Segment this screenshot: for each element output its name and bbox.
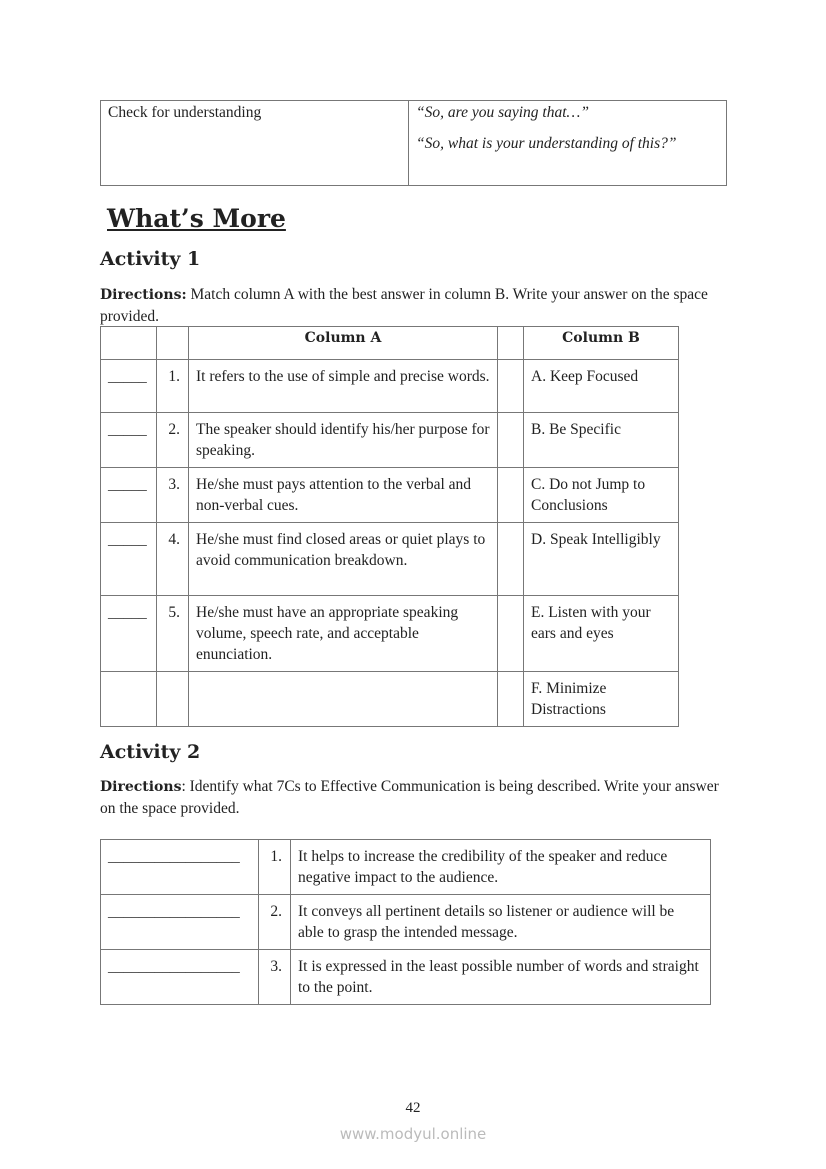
column-a-item: He/she must find closed areas or quiet plays to avoid communication breakdown. — [189, 523, 498, 596]
strategy-cell: Check for understanding — [101, 101, 409, 186]
column-a-item: It refers to the use of simple and precise words. — [189, 360, 498, 413]
example-2: “So, what is your understanding of this?” — [416, 135, 677, 152]
description: It conveys all pertinent details so listener or audience will be able to grasp the intended message. — [291, 895, 711, 950]
activity2-directions — [100, 776, 730, 819]
watermark: www.modyul.online — [339, 1125, 487, 1143]
table-row — [101, 895, 711, 950]
section-title: What’s More — [107, 204, 286, 233]
column-a-item: He/she must pays attention to the verbal and non-verbal cues. — [189, 468, 498, 523]
activity1-title: Activity 1 — [100, 248, 201, 270]
answer-blank[interactable]: _____ — [101, 413, 157, 468]
answer-blank[interactable]: _____ — [101, 596, 157, 672]
column-a-item: The speaker should identify his/her purpose for speaking. — [189, 413, 498, 468]
item-number: 2. — [259, 895, 291, 950]
answer-blank[interactable]: _________________ — [101, 895, 259, 950]
table-row — [101, 468, 679, 523]
column-b-item: D. Speak Intelligibly — [524, 523, 679, 596]
answer-blank[interactable]: _____ — [101, 360, 157, 413]
table-row — [101, 523, 679, 596]
choice-f: F. Minimize Distractions — [524, 672, 679, 727]
answer-blank[interactable]: _____ — [101, 468, 157, 523]
example-1: “So, are you saying that…” — [416, 104, 589, 121]
answer-blank[interactable]: _________________ — [101, 950, 259, 1005]
column-b-item: B. Be Specific — [524, 413, 679, 468]
matching-table — [100, 326, 679, 727]
description: It is expressed in the least possible number of words and straight to the point. — [291, 950, 711, 1005]
column-a-header: Column A — [189, 327, 498, 360]
activity2-title: Activity 2 — [100, 741, 201, 763]
column-a-item: He/she must have an appropriate speaking volume, speech rate, and acceptable enunciation. — [189, 596, 498, 672]
directions-label: Directions — [100, 779, 182, 795]
description: It helps to increase the credibility of the speaker and reduce negative impact to the audience. — [291, 840, 711, 895]
column-b-item: E. Listen with your ears and eyes — [524, 596, 679, 672]
answer-blank[interactable]: _____ — [101, 523, 157, 596]
page-number: 42 — [405, 1100, 421, 1116]
column-b-header: Column B — [524, 327, 679, 360]
directions-text: Match column A with the best answer in column B. Write your answer on the space provided. — [100, 286, 708, 325]
item-number: 2. — [157, 413, 189, 468]
item-number: 5. — [157, 596, 189, 672]
communication-table — [100, 100, 727, 186]
item-number: 1. — [259, 840, 291, 895]
column-b-item: C. Do not Jump to Conclusions — [524, 468, 679, 523]
table-row — [101, 360, 679, 413]
directions-label: Directions: — [100, 287, 187, 303]
item-number: 3. — [259, 950, 291, 1005]
table-row — [101, 596, 679, 672]
item-number: 1. — [157, 360, 189, 413]
identification-table — [100, 839, 711, 1005]
table-row — [101, 840, 711, 895]
table-row — [101, 950, 711, 1005]
activity1-directions — [100, 284, 730, 327]
example-cell — [409, 101, 727, 186]
directions-text: : Identify what 7Cs to Effective Communication is being described. Write your answer on the space provided. — [100, 778, 719, 817]
column-b-item: A. Keep Focused — [524, 360, 679, 413]
item-number: 3. — [157, 468, 189, 523]
item-number: 4. — [157, 523, 189, 596]
answer-blank[interactable]: _________________ — [101, 840, 259, 895]
table-row — [101, 413, 679, 468]
